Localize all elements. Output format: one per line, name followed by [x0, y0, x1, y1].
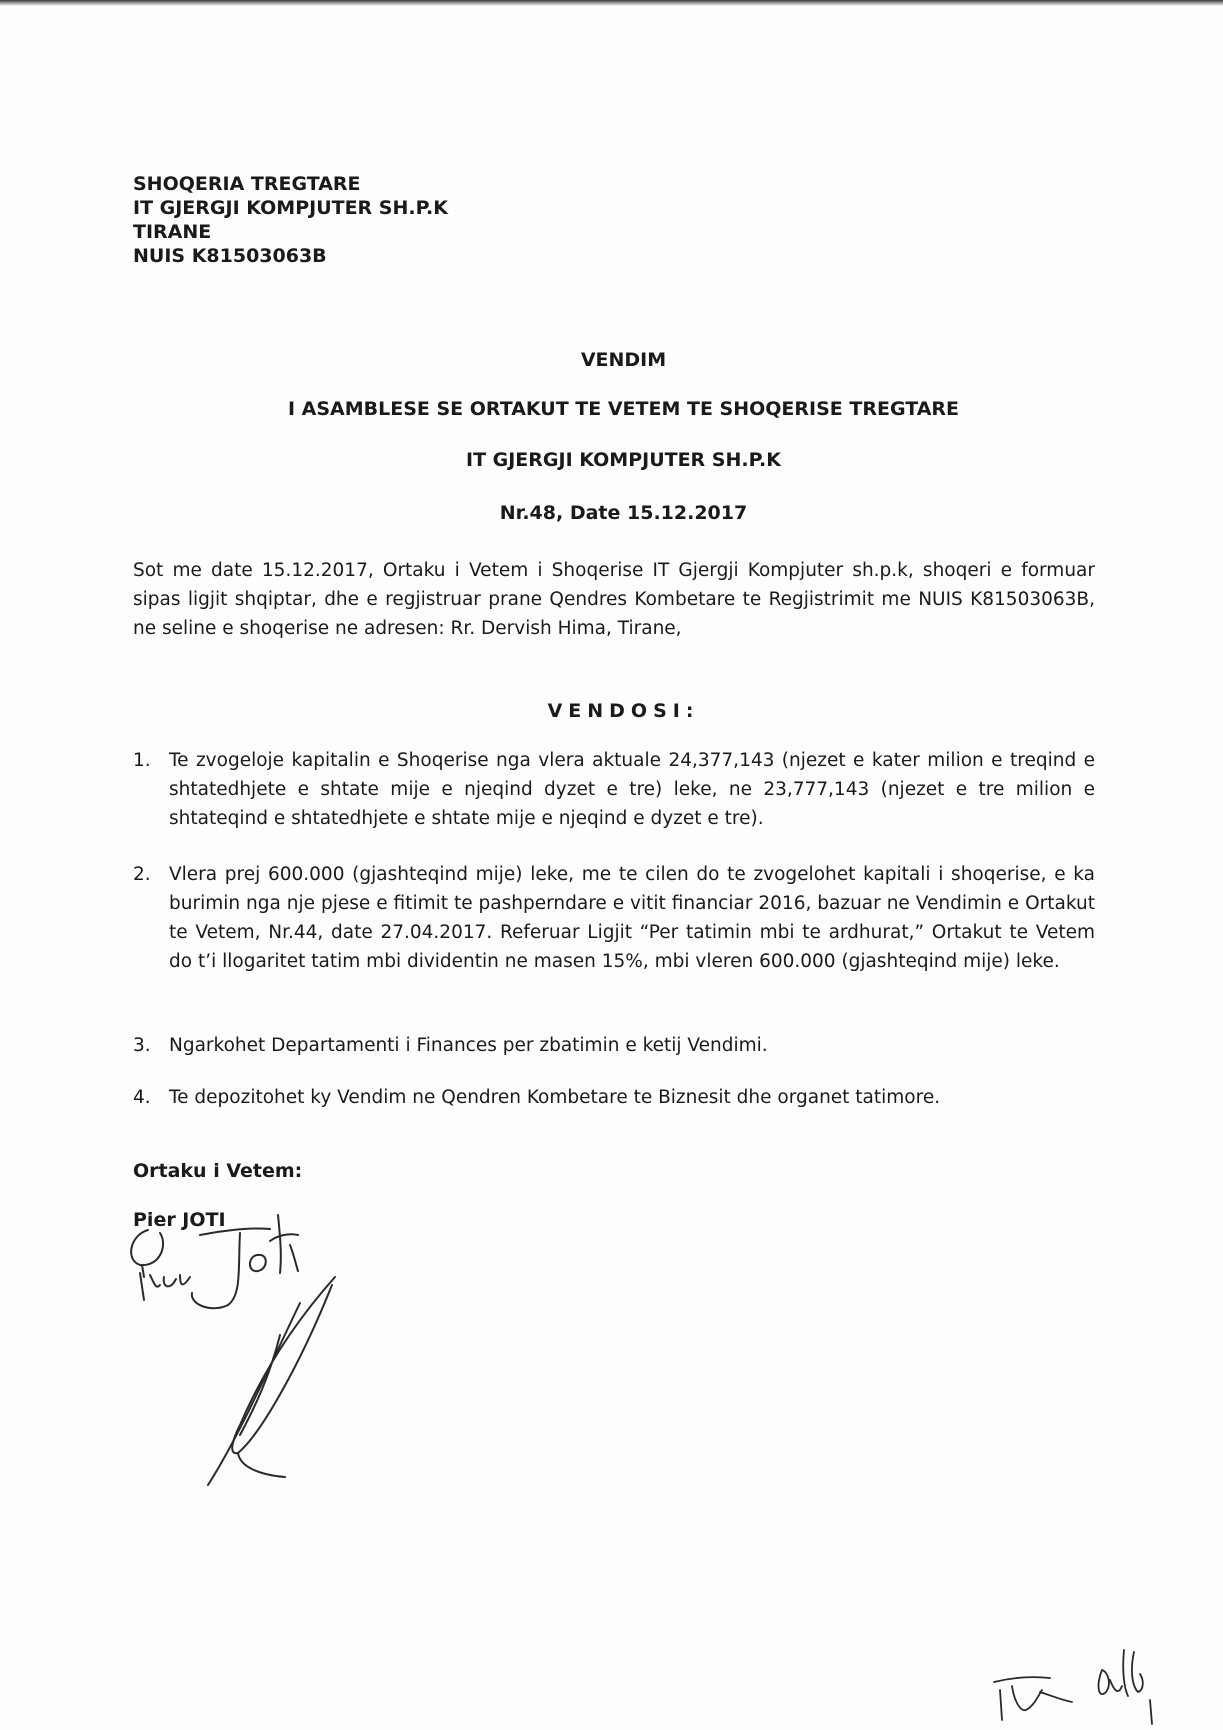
header-nuis: NUIS K81503063B — [133, 245, 327, 267]
header-city: TIRANE — [133, 221, 212, 243]
company-header — [133, 172, 448, 268]
decision-item-text: Ngarkohet Departamenti i Finances per zbatimin e ketij Vendimi. — [169, 1035, 768, 1056]
document-company: IT GJERGJI KOMPJUTER SH.P.K — [466, 449, 781, 471]
signer-name: Pier JOTI — [133, 1209, 226, 1231]
document-title: VENDIM — [580, 349, 667, 371]
scan-top-edge — [0, 0, 1223, 6]
header-company-name: IT GJERGJI KOMPJUTER SH.P.K — [133, 197, 448, 219]
page-initials — [990, 1640, 1170, 1730]
decision-item-text: Vlera prej 600.000 (gjashteqind mije) leke, me te cilen do te zvogelohet kapitali i shoqerise, e ka burimin nga nje pjese e fitimit te pashperndare e vitit financiar 2016, bazuar ne Vendimin e Ortakut te Vetem, Nr.44, date 27.04.2017. Referuar Ligjit “Per tatimin mbi te ardhurat,” Ortakut te Vetem do t’i llogaritet tatim mbi dividentin ne masen 15%, mbi vleren 600.000 (gjashteqind mije) leke. — [169, 864, 1095, 972]
signer-title: Ortaku i Vetem: — [133, 1160, 303, 1182]
header-company-type: SHOQERIA TREGTARE — [133, 173, 361, 195]
handwritten-signature — [120, 1205, 360, 1505]
document-subtitle: I ASAMBLESE SE ORTAKUT TE VETEM TE SHOQERISE TREGTARE — [287, 398, 960, 420]
decision-item — [133, 1031, 1095, 1060]
decision-item-number: 4. — [133, 1087, 151, 1108]
decision-item-number: 1. — [133, 750, 151, 771]
decision-item-number: 3. — [133, 1035, 151, 1056]
intro-paragraph: Sot me date 15.12.2017, Ortaku i Vetem i Shoqerise IT Gjergji Kompjuter sh.p.k, shoqeri e formuar sipas ligjit shqiptar, dhe e regjistruar prane Qendres Kombetare te Regjistrimit me NUIS K81503063B, ne seline e shoqerise ne adresen: Rr. Dervish Hima, Tirane, — [133, 560, 1095, 639]
decision-item-number: 2. — [133, 864, 151, 885]
document-number-date: Nr.48, Date 15.12.2017 — [499, 502, 748, 524]
decision-item — [133, 746, 1095, 833]
decided-heading: VENDOSI: — [547, 700, 700, 722]
decision-item — [133, 860, 1095, 976]
decision-item-text: Te zvogeloje kapitalin e Shoqerise nga vlera aktuale 24,377,143 (njezet e kater milion e treqind e shtatedhjete e shtate mije e njeqind dyzet e tre) leke, ne 23,777,143 (njezet e tre milion e shtateqind e shtatedhjete e shtate mije e njeqind e dyzet e tre). — [169, 750, 1095, 829]
decision-item-text: Te depozitohet ky Vendim ne Qendren Kombetare te Biznesit dhe organet tatimore. — [169, 1087, 941, 1108]
decision-item — [133, 1083, 1095, 1112]
